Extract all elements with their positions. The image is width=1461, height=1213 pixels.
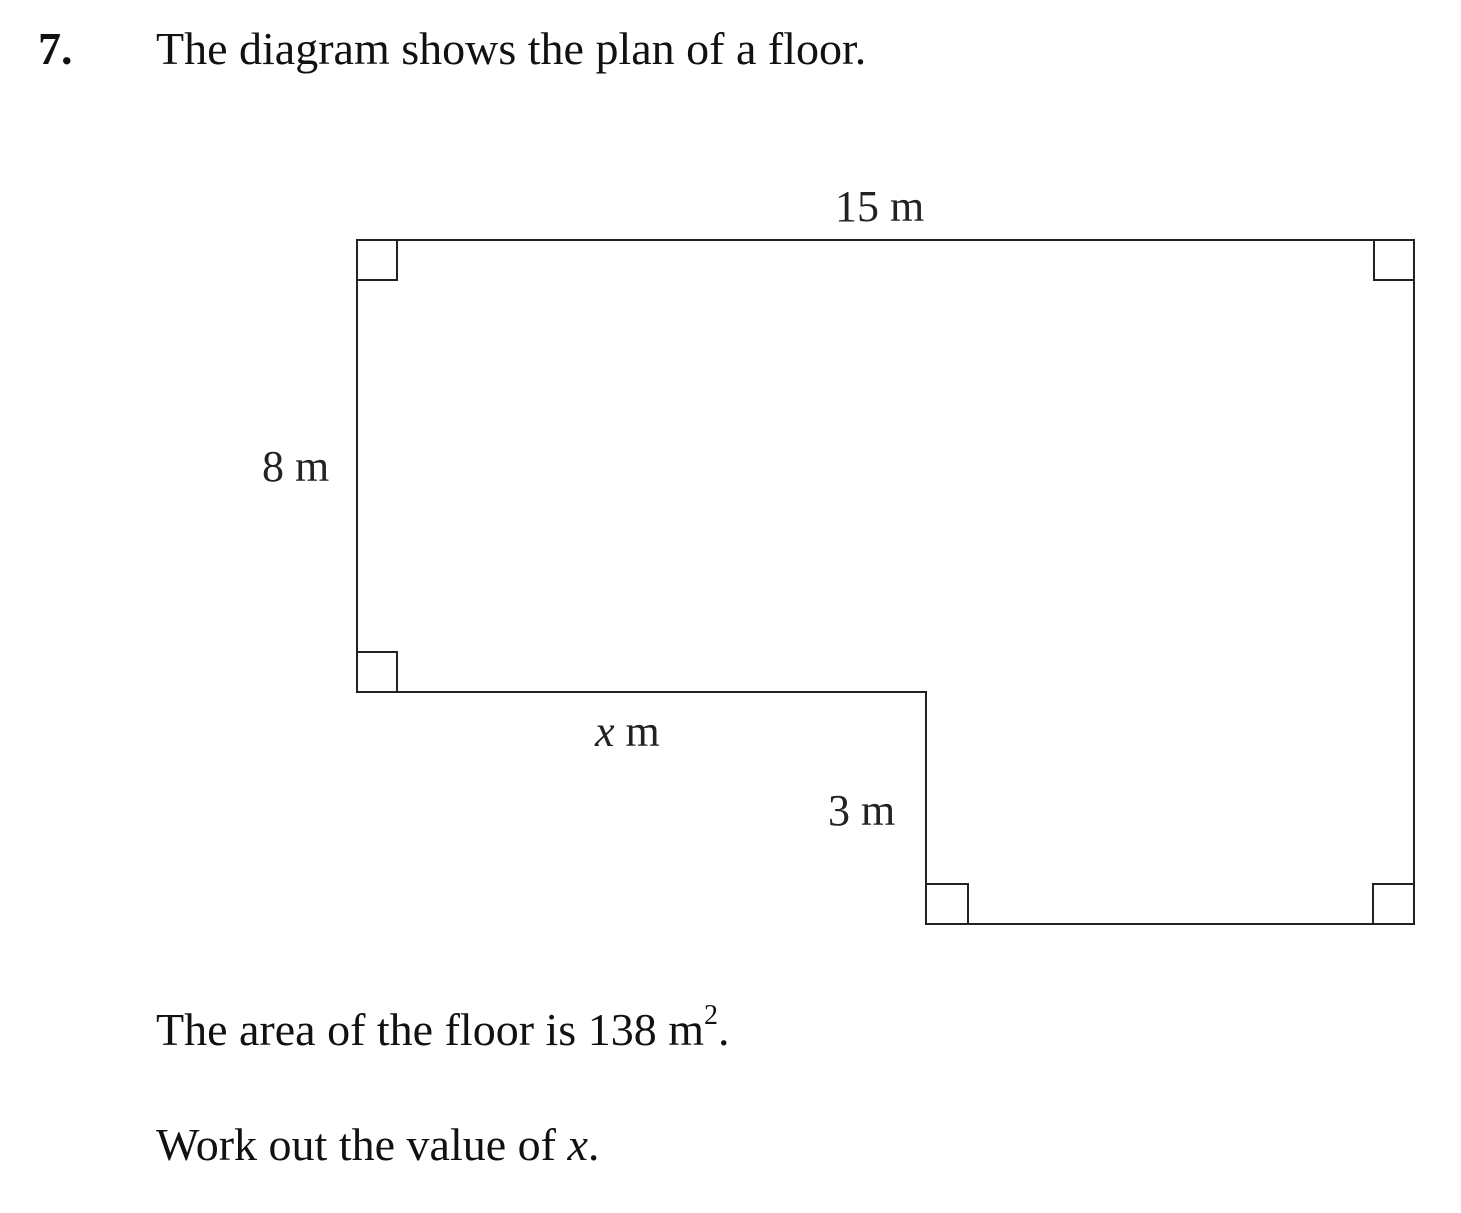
- task-text: Work out the value of: [156, 1119, 568, 1170]
- label-inner-vertical: 3 m: [828, 786, 896, 835]
- label-top-width: 15 m: [835, 182, 925, 231]
- right-angle-marker-bottom-left: [357, 652, 397, 692]
- label-inner-horizontal-unit: m: [614, 707, 660, 756]
- label-inner-horizontal-variable: x: [595, 707, 615, 756]
- right-angle-marker-bottom-right: [1373, 884, 1414, 924]
- question-number: 7.: [38, 23, 73, 74]
- right-angle-marker-top-left: [357, 240, 397, 280]
- area-suffix: .: [717, 1004, 730, 1055]
- right-angle-marker-inner-bottom: [926, 884, 968, 924]
- task-variable: x: [567, 1119, 588, 1170]
- task-suffix: .: [587, 1119, 600, 1170]
- right-angle-marker-top-right: [1374, 240, 1414, 280]
- area-exponent: 2: [703, 1000, 718, 1031]
- label-left-height: 8 m: [262, 442, 330, 491]
- area-text: The area of the floor is 138 m: [156, 1004, 704, 1055]
- question-intro: The diagram shows the plan of a floor.: [156, 23, 867, 74]
- area-statement: [156, 1000, 730, 1056]
- task-statement: [156, 1120, 599, 1171]
- label-inner-horizontal: [594, 707, 660, 756]
